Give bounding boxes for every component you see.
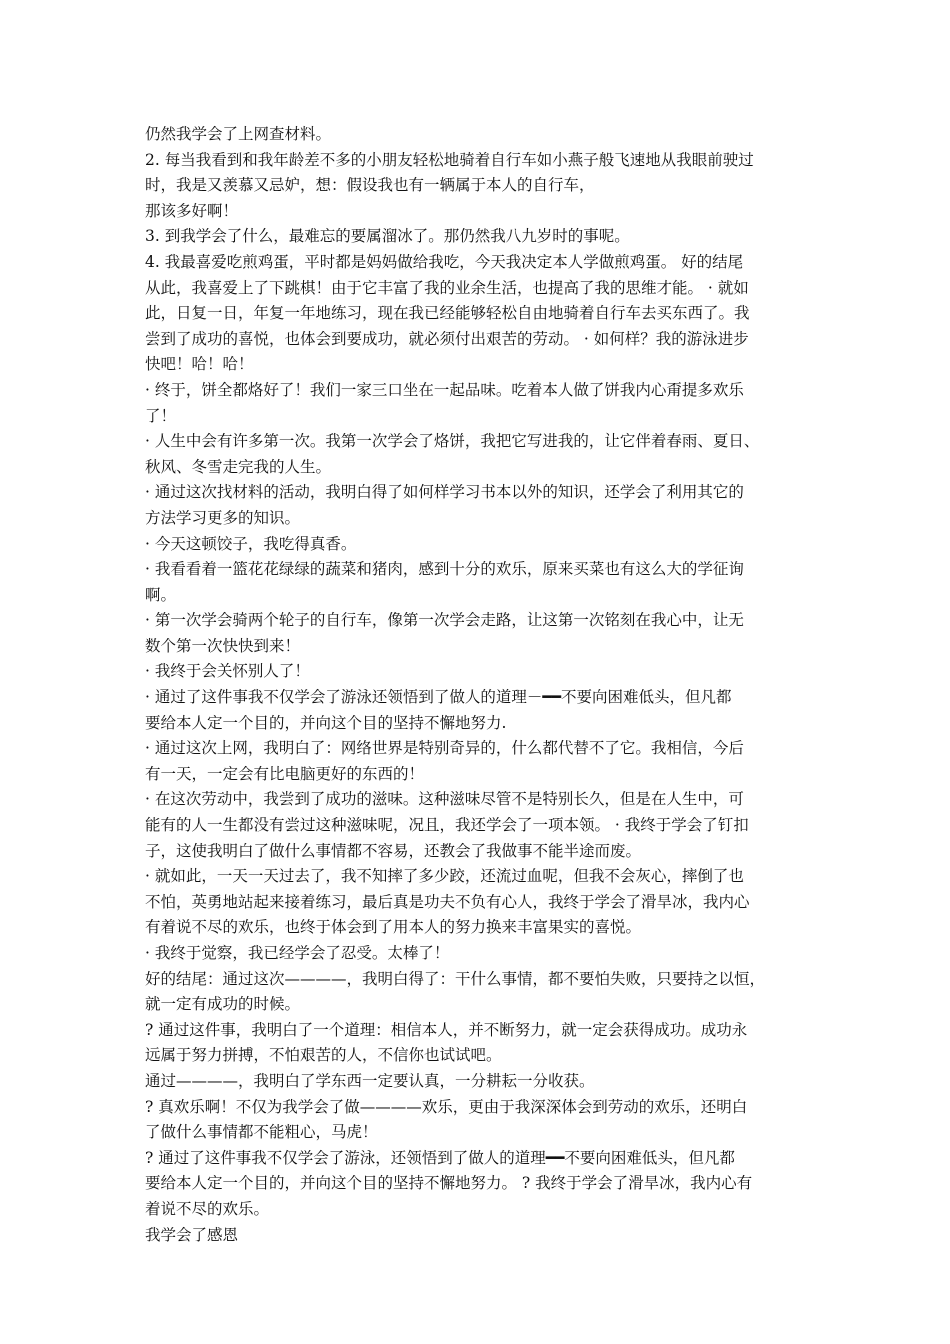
text-line: · 人生中会有许多第一次。我第一次学会了烙饼，我把它写进我的，让它伴着春雨、夏日、 <box>145 432 760 451</box>
text-line: · 在这次劳动中，我尝到了成功的滋味。这种滋味尽管不是特别长久，但是在人生中，可 <box>145 790 744 809</box>
text-line: 啊。 <box>145 585 177 604</box>
text-line: 能有的人一生都没有尝过这种滋味呢，况且，我还学会了一项本领。 · 我终于学会了钉扣 <box>145 816 749 835</box>
text-line: 我学会了感恩 <box>145 1225 239 1244</box>
text-line: 那该多好啊！ <box>145 201 239 220</box>
text-line: 子，这使我明白了做什么事情都不容易，还教会了我做事不能半途而废。 <box>145 841 642 860</box>
text-line: 要给本人定一个目的，并向这个目的坚持不懈地努力. <box>145 713 507 732</box>
text-line: 好的结尾：通过这次————，我明白得了：干什么事情，都不要怕失败，只要持之以恒， <box>145 969 766 988</box>
text-line: 了！ <box>145 406 177 425</box>
text-line: ? 真欢乐啊！不仅为我学会了做————欢乐，更由于我深深体会到劳动的欢乐，还明白 <box>145 1097 748 1116</box>
text-line: ? 通过了这件事我不仅学会了游泳，还领悟到了做人的道理━━不要向困难低头，但凡都 <box>145 1148 735 1167</box>
text-line: 时，我是又羡慕又忌妒，想：假设我也有一辆属于本人的自行车， <box>145 176 595 195</box>
text-line: · 今天这顿饺子，我吃得真香。 <box>145 534 357 553</box>
text-line: · 通过这次找材料的活动，我明白得了如何样学习书本以外的知识，还学会了利用其它的 <box>145 483 744 502</box>
text-line: 了做什么事情都不能粗心，马虎！ <box>145 1123 378 1142</box>
text-line: 2. 每当我看到和我年龄差不多的小朋友轻松地骑着自行车如小燕子般飞速地从我眼前驶过 <box>145 150 754 169</box>
text-line: 就一定有成功的时候。 <box>145 995 301 1014</box>
text-line: 此，日复一日，年复一年地练习，现在我已经能够轻松自由地骑着自行车去买东西了。我 <box>145 304 750 323</box>
text-line: 数个第一次快快到来！ <box>145 636 301 655</box>
text-line: · 第一次学会骑两个轮子的自行车，像第一次学会走路，让这第一次铭刻在我心中，让无 <box>145 611 744 630</box>
text-line: 尝到了成功的喜悦，也体会到要成功，就必须付出艰苦的劳动。 · 如何样？我的游泳进步 <box>145 329 749 348</box>
text-line: · 我终于会关怀别人了！ <box>145 662 310 681</box>
text-line: 仍然我学会了上网查材料。 <box>145 125 332 143</box>
text-line: 远属于努力拼搏，不怕艰苦的人，不信你也试试吧。 <box>145 1046 502 1065</box>
text-line: · 通过了这件事我不仅学会了游泳还领悟到了做人的道理－━━不要向困难低头，但凡都 <box>145 688 732 707</box>
text-line: 快吧！哈！哈！ <box>145 355 254 374</box>
document-body <box>145 122 825 1248</box>
text-line: 从此，我喜爱上了下跳棋！由于它丰富了我的业余生活，也提高了我的思维才能。 · 就如 <box>145 278 749 297</box>
text-line: 4. 我最喜爱吃煎鸡蛋，平时都是妈妈做给我吃，今天我决定本人学做煎鸡蛋。 好的结尾 <box>145 252 744 271</box>
text-line: 着说不尽的欢乐。 <box>145 1199 270 1218</box>
text-line: 要给本人定一个目的，并向这个目的坚持不懈地努力。 ? 我终于学会了滑旱冰，我内心有 <box>145 1174 753 1193</box>
text-line: 秋风、冬雪走完我的人生。 <box>145 457 332 476</box>
text-line: 3. 到我学会了什么，最难忘的要属溜冰了。那仍然我八九岁时的事呢。 <box>145 227 630 246</box>
text-line: · 我终于觉察，我已经学会了忍受。太棒了！ <box>145 944 450 962</box>
text-line: · 终于，饼全都烙好了！我们一家三口坐在一起品味。吃着本人做了饼我内心甭提多欢乐 <box>145 380 744 399</box>
text-line: 有着说不尽的欢乐，也终于体会到了用本人的努力换来丰富果实的喜悦。 <box>145 918 642 937</box>
text-line: 通过————，我明白了学东西一定要认真，一分耕耘一分收获。 <box>145 1071 595 1090</box>
text-line: · 就如此，一天一天过去了，我不知摔了多少跤，还流过血呢，但我不会灰心，摔倒了也 <box>145 867 744 886</box>
text-line: 方法学习更多的知识。 <box>145 508 301 527</box>
text-line: · 我看看着一篮花花绿绿的蔬菜和猪肉，感到十分的欢乐，原来买菜也有这么大的学征询 <box>145 560 744 579</box>
text-line: 有一天，一定会有比电脑更好的东西的！ <box>145 764 425 783</box>
text-line: ? 通过这件事，我明白了一个道理：相信本人，并不断努力，就一定会获得成功。成功永 <box>145 1020 748 1039</box>
text-line: · 通过这次上网，我明白了：网络世界是特别奇异的，什么都代替不了它。我相信，今后 <box>145 739 744 758</box>
text-line: 不怕，英勇地站起来接着练习，最后真是功夫不负有心人，我终于学会了滑旱冰，我内心 <box>145 892 750 911</box>
